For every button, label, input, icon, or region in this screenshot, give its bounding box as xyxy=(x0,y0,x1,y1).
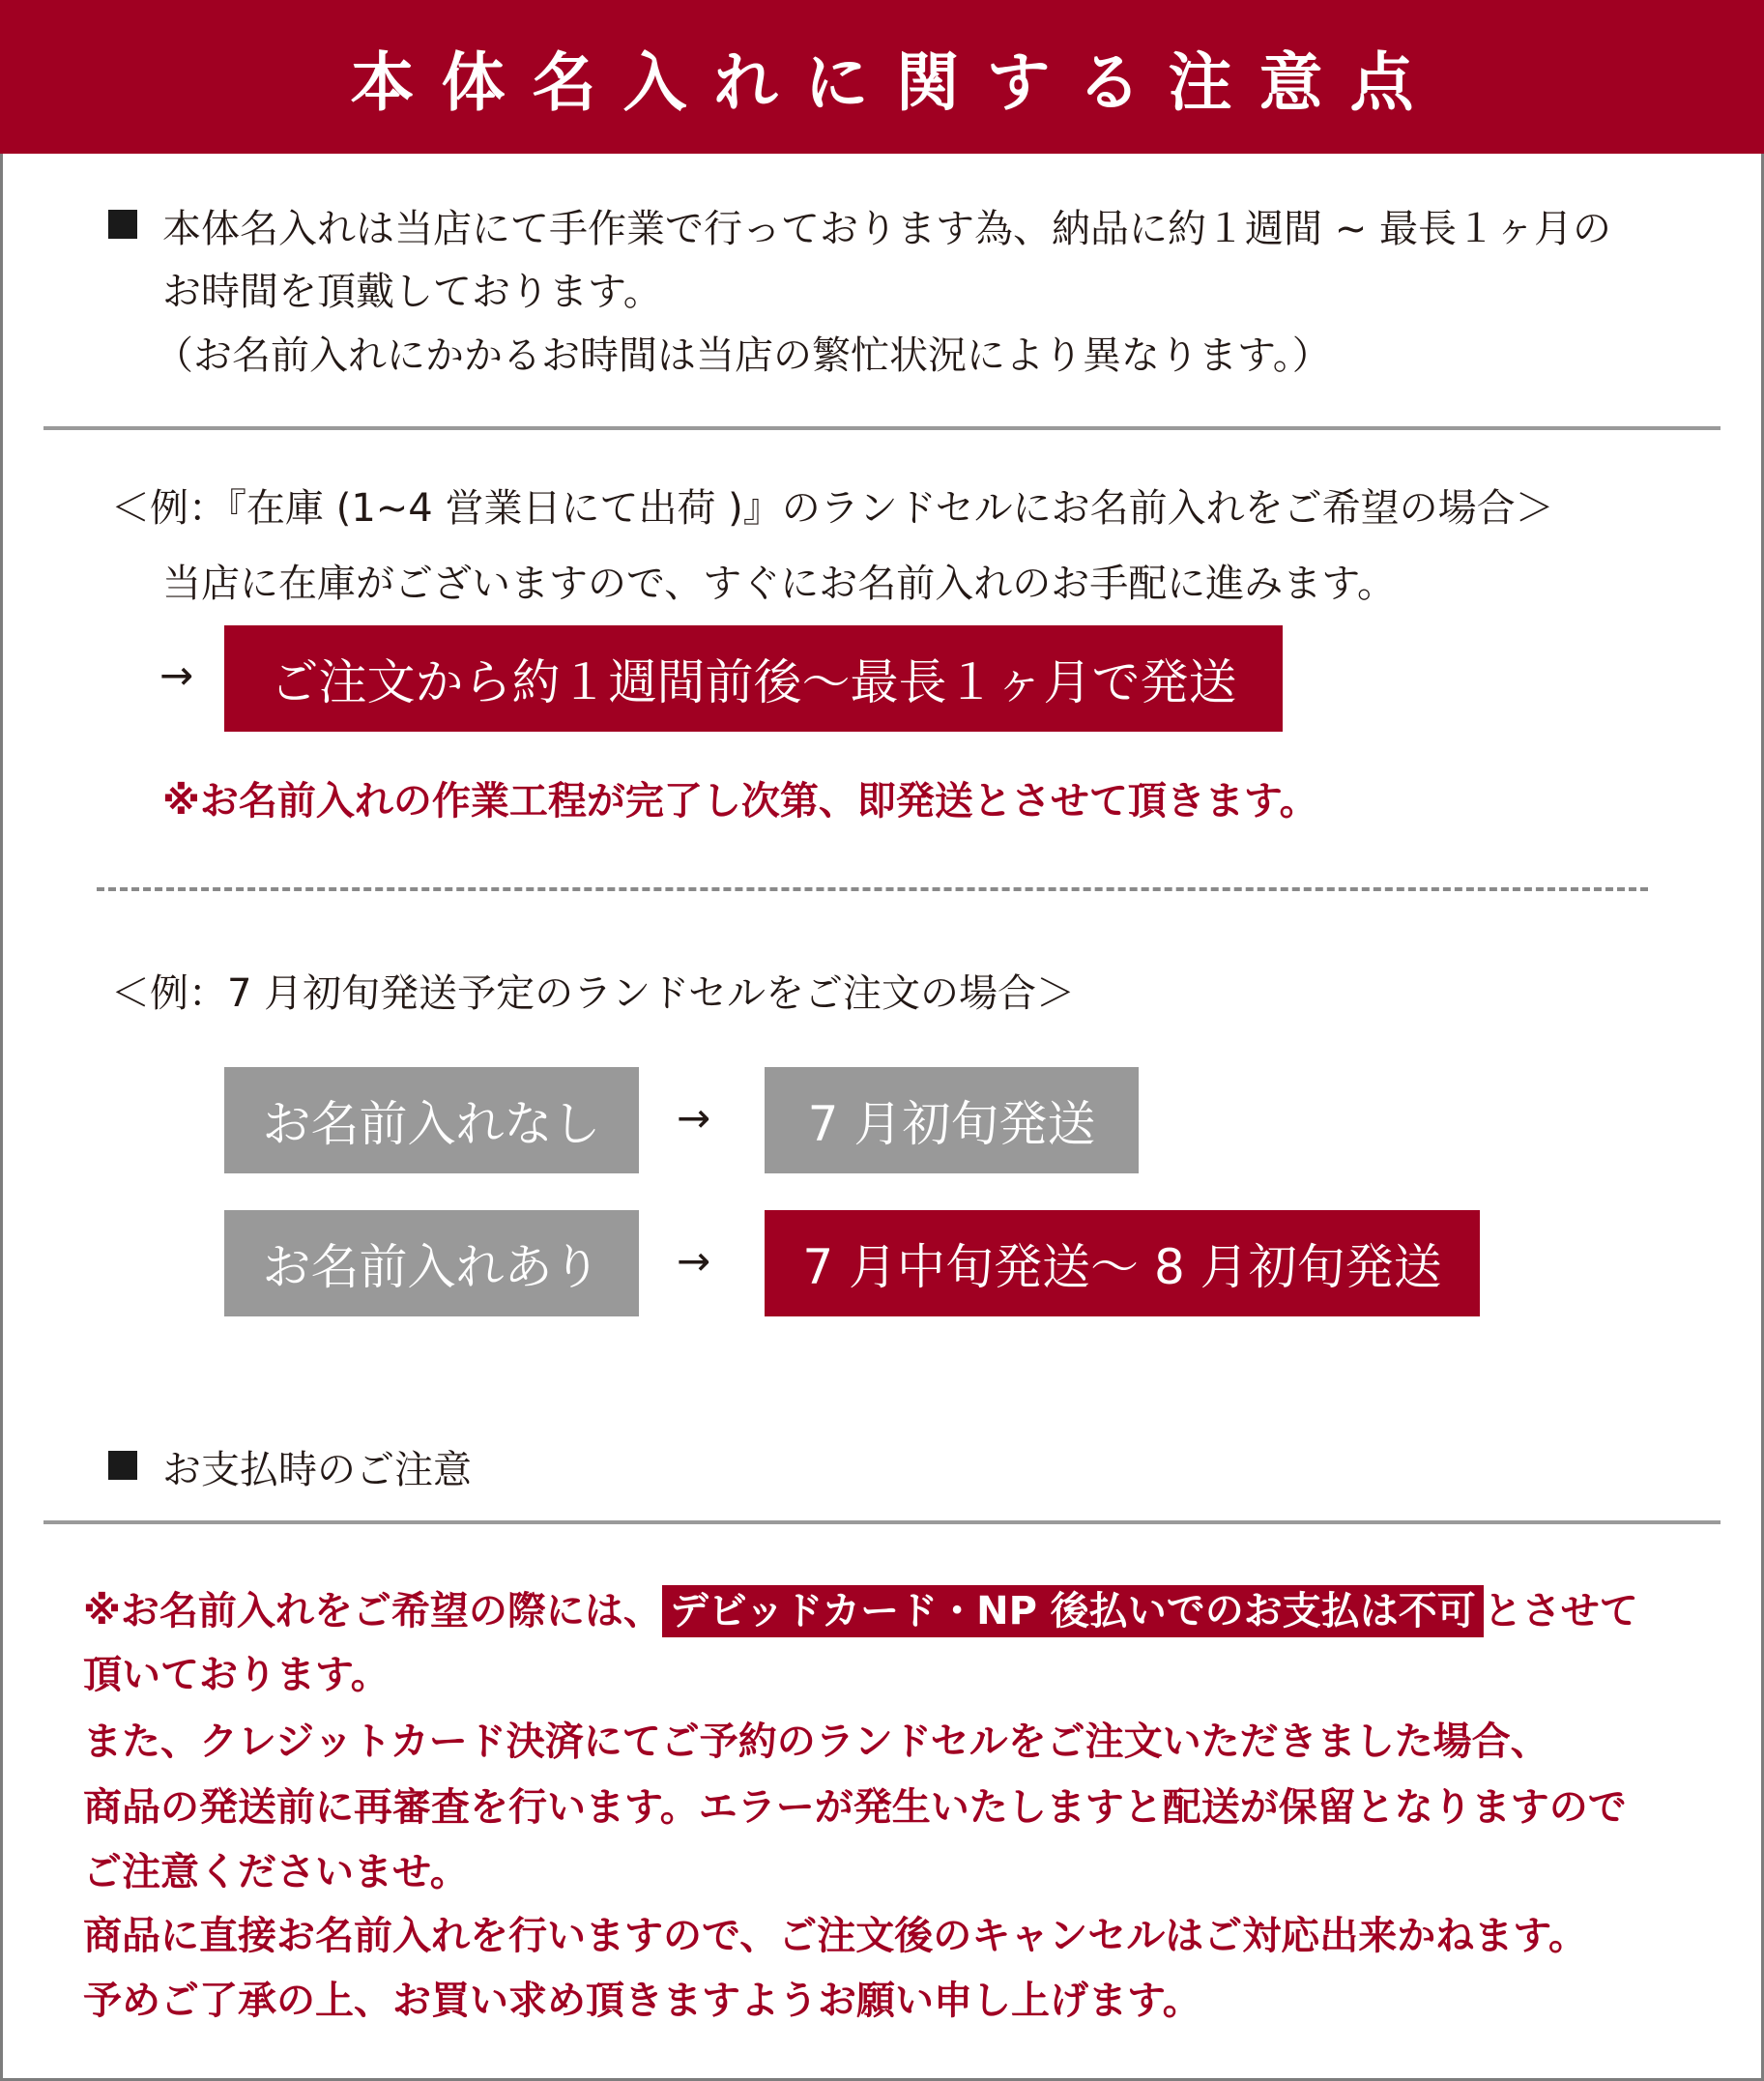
payment-restriction-highlight: デビッドカード・NP 後払いでのお支払は不可 xyxy=(662,1585,1484,1637)
arrow-icon: → xyxy=(159,651,194,699)
notice-line-3: （お名前入れにかかるお時間は当店の繁忙状況により異なります。） xyxy=(155,333,1331,378)
payment-line-6: 商品に直接お名前入れを行いますので、ご注文後のキャンセルはご対応出来かねます。 xyxy=(83,1914,1587,1958)
payment-line-3: また、クレジットカード決済にてご予約のランドセルをご注文いただきました場合、 xyxy=(83,1720,1549,1764)
example-1-body: 当店に在庫がございますので、すぐにお名前入れのお手配に進みます。 xyxy=(162,562,1396,606)
payment-heading: お支払時のご注意 xyxy=(162,1448,472,1492)
divider xyxy=(43,1520,1721,1524)
dashed-divider xyxy=(97,887,1648,891)
divider xyxy=(43,426,1721,430)
with-name-label: お名前入れあり xyxy=(224,1210,639,1316)
payment-line-4: 商品の発送前に再審査を行います。エラーが発生いたしますと配送が保留となりますので xyxy=(83,1785,1627,1830)
with-name-shipping: 7 月中旬発送～ 8 月初旬発送 xyxy=(765,1210,1480,1316)
payment-line-1-post: とさせて xyxy=(1483,1589,1638,1633)
shipping-estimate-badge: ご注文から約１週間前後～最長１ヶ月で発送 xyxy=(224,625,1283,732)
header-banner xyxy=(0,0,1764,154)
arrow-icon: → xyxy=(677,1237,711,1285)
payment-line-1-pre: ※お名前入れをご希望の際には、 xyxy=(83,1589,662,1633)
notice-line-1: 本体名入れは当店にて手作業で行っております為、納品に約１週間 ~ 最長１ヶ月の xyxy=(162,207,1611,251)
example-2-heading: ＜例：7 月初旬発送予定のランドセルをご注文の場合＞ xyxy=(111,971,1075,1016)
notice-line-2: お時間を頂戴しております。 xyxy=(162,270,662,314)
payment-line-5: ご注意くださいませ。 xyxy=(83,1850,469,1894)
page-title: 本体名入れに関する注意点 xyxy=(350,45,1441,120)
no-name-label: お名前入れなし xyxy=(224,1067,639,1173)
payment-line-2: 頂いております。 xyxy=(83,1653,390,1697)
example-1-note: ※お名前入れの作業工程が完了し次第、即発送とさせて頂きます。 xyxy=(162,779,1318,824)
bullet-square-icon xyxy=(108,210,137,243)
example-1-heading: ＜例：『在庫 (1~4 営業日にて出荷 )』のランドセルにお名前入れをご希望の場合＞ xyxy=(111,486,1554,531)
arrow-icon: → xyxy=(677,1094,711,1142)
payment-line-1 xyxy=(83,1580,1638,1635)
no-name-shipping: 7 月初旬発送 xyxy=(765,1067,1139,1173)
bullet-square-icon xyxy=(108,1451,137,1484)
payment-line-7: 予めご了承の上、お買い求め頂きますようお願い申し上げます。 xyxy=(83,1979,1201,2023)
